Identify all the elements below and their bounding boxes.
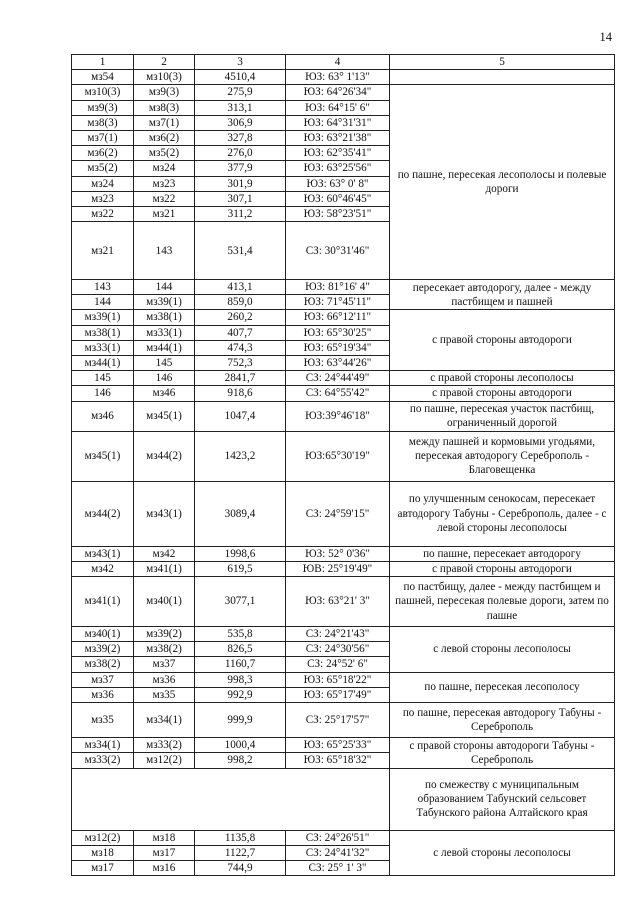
from-point-cell: мз36 <box>72 687 134 702</box>
to-point-cell: мз44(1) <box>134 340 195 355</box>
bearing-cell: ЮЗ: 65°17'49" <box>286 687 390 702</box>
to-point-cell: 144 <box>134 280 195 295</box>
from-point-cell: мз43(1) <box>72 546 134 561</box>
length-cell: 4510,4 <box>195 70 286 85</box>
bearing-cell: ЮЗ: 65°30'25" <box>286 325 390 340</box>
bearing-cell: ЮЗ: 63° 0' 8" <box>286 176 390 191</box>
to-point-cell: мз38(2) <box>134 642 195 657</box>
length-cell: 859,0 <box>195 295 286 310</box>
to-point-cell: мз12(2) <box>134 753 195 768</box>
description-cell: по пашне, пересекая автодорогу Табуны - Сереброполь <box>390 703 615 738</box>
bearing-cell: ЮЗ: 81°16' 4" <box>286 280 390 295</box>
length-cell: 752,3 <box>195 356 286 371</box>
to-point-cell: мз7(1) <box>134 115 195 130</box>
header-cell-5: 5 <box>390 55 615 70</box>
table-row <box>72 401 615 431</box>
from-point-cell: мз24 <box>72 176 134 191</box>
table-row <box>72 70 615 85</box>
header-cell-2: 2 <box>134 55 195 70</box>
header-cell-3: 3 <box>195 55 286 70</box>
length-cell: 826,5 <box>195 642 286 657</box>
length-cell: 531,4 <box>195 222 286 280</box>
boundary-description-table <box>71 54 615 876</box>
to-point-cell: 143 <box>134 222 195 280</box>
length-cell: 377,9 <box>195 161 286 176</box>
bearing-cell: СЗ: 24°52' 6" <box>286 657 390 672</box>
bearing-cell: ЮЗ: 63°21'38" <box>286 131 390 146</box>
description-cell: между пашней и кормовыми угодьями, пересекая автодорогу Сереброполь - Благовещенка <box>390 431 615 481</box>
to-point-cell: мз9(3) <box>134 85 195 100</box>
length-cell: 1160,7 <box>195 657 286 672</box>
to-point-cell: мз39(2) <box>134 627 195 642</box>
bearing-cell: ЮЗ: 64°31'31" <box>286 115 390 130</box>
from-point-cell: мз38(2) <box>72 657 134 672</box>
length-cell: 474,3 <box>195 340 286 355</box>
description-cell: пересекает автодорогу, далее - между пастбищем и пашней <box>390 280 615 310</box>
length-cell: 311,2 <box>195 207 286 222</box>
length-cell: 1122,7 <box>195 845 286 860</box>
to-point-cell: мз21 <box>134 207 195 222</box>
to-point-cell: мз39(1) <box>134 295 195 310</box>
bearing-cell: ЮЗ: 60°46'45" <box>286 191 390 206</box>
description-cell: по пашне, пересекая лесополосы и полевые дороги <box>390 85 615 280</box>
from-point-cell: мз40(1) <box>72 627 134 642</box>
bearing-cell: ЮЗ: 64°26'34" <box>286 85 390 100</box>
description-cell: по смежеству с муниципальным образованием Табунский сельсовет Табунского района Алтайского края <box>390 768 615 830</box>
bearing-cell: ЮЗ: 63°44'26" <box>286 356 390 371</box>
to-point-cell: мз17 <box>134 845 195 860</box>
length-cell: 276,0 <box>195 146 286 161</box>
bearing-cell: ЮЗ: 52° 0'36" <box>286 546 390 561</box>
page-number: 14 <box>599 30 612 44</box>
bearing-cell: СЗ: 24°41'32" <box>286 845 390 860</box>
description-cell: по пашне, пересекая участок пастбищ, ограниченный дорогой <box>390 401 615 431</box>
from-point-cell: 144 <box>72 295 134 310</box>
bearing-cell: ЮЗ: 63°25'56" <box>286 161 390 176</box>
bearing-cell: ЮЗ: 65°18'22" <box>286 672 390 687</box>
length-cell: 275,9 <box>195 85 286 100</box>
from-point-cell: мз7(1) <box>72 131 134 146</box>
description-cell: по пастбищу, далее - между пастбищем и пашней, пересекая полевые дороги, затем по пашне <box>390 577 615 627</box>
bearing-cell: ЮЗ: 62°35'41" <box>286 146 390 161</box>
bearing-cell: ЮЗ: 65°19'34" <box>286 340 390 355</box>
to-point-cell: мз35 <box>134 687 195 702</box>
table-row <box>72 627 615 642</box>
length-cell: 992,9 <box>195 687 286 702</box>
to-point-cell: мз46 <box>134 386 195 401</box>
from-point-cell: мз39(2) <box>72 642 134 657</box>
from-point-cell: мз33(2) <box>72 753 134 768</box>
table-row <box>72 280 615 295</box>
from-point-cell: 143 <box>72 280 134 295</box>
length-cell: 3089,4 <box>195 481 286 546</box>
to-point-cell: мз42 <box>134 546 195 561</box>
table-row <box>72 85 615 100</box>
table-row <box>72 768 615 830</box>
length-cell: 535,8 <box>195 627 286 642</box>
from-point-cell: мз39(1) <box>72 310 134 325</box>
from-point-cell: мз9(3) <box>72 100 134 115</box>
description-cell: по пашне, пересекая лесополосу <box>390 672 615 702</box>
from-point-cell: мз54 <box>72 70 134 85</box>
length-cell: 998,2 <box>195 753 286 768</box>
bearing-cell: ЮЗ:39°46'18" <box>286 401 390 431</box>
bearing-cell: СЗ: 25° 1' 3" <box>286 860 390 875</box>
to-point-cell: мз5(2) <box>134 146 195 161</box>
bearing-cell: ЮЗ: 63°21' 3" <box>286 577 390 627</box>
from-point-cell: мз23 <box>72 191 134 206</box>
description-cell: с правой стороны лесополосы <box>390 371 615 386</box>
from-point-cell: мз8(3) <box>72 115 134 130</box>
from-point-cell: 145 <box>72 371 134 386</box>
table-row <box>72 672 615 687</box>
to-point-cell: мз38(1) <box>134 310 195 325</box>
from-point-cell: мз45(1) <box>72 431 134 481</box>
blank-cell <box>72 768 390 830</box>
description-cell: с правой стороны автодороги <box>390 561 615 576</box>
length-cell: 313,1 <box>195 100 286 115</box>
from-point-cell: мз34(1) <box>72 738 134 753</box>
to-point-cell: мз40(1) <box>134 577 195 627</box>
bearing-cell: СЗ: 25°17'57" <box>286 703 390 738</box>
description-cell: по пашне, пересекает автодорогу <box>390 546 615 561</box>
from-point-cell: мз41(1) <box>72 577 134 627</box>
to-point-cell: мз37 <box>134 657 195 672</box>
to-point-cell: мз43(1) <box>134 481 195 546</box>
from-point-cell: 146 <box>72 386 134 401</box>
to-point-cell: 146 <box>134 371 195 386</box>
bearing-cell: ЮЗ: 66°12'11" <box>286 310 390 325</box>
from-point-cell: мз35 <box>72 703 134 738</box>
from-point-cell: мз10(3) <box>72 85 134 100</box>
to-point-cell: мз33(1) <box>134 325 195 340</box>
description-cell: с левой стороны лесополосы <box>390 830 615 876</box>
bearing-cell: СЗ: 30°31'46" <box>286 222 390 280</box>
length-cell: 1998,6 <box>195 546 286 561</box>
bearing-cell: ЮЗ: 58°23'51" <box>286 207 390 222</box>
to-point-cell: мз6(2) <box>134 131 195 146</box>
to-point-cell: мз8(3) <box>134 100 195 115</box>
table-header-row <box>72 55 615 70</box>
length-cell: 2841,7 <box>195 371 286 386</box>
to-point-cell: мз24 <box>134 161 195 176</box>
from-point-cell: мз12(2) <box>72 830 134 845</box>
from-point-cell: мз37 <box>72 672 134 687</box>
table-row <box>72 703 615 738</box>
from-point-cell: мз33(1) <box>72 340 134 355</box>
length-cell: 306,9 <box>195 115 286 130</box>
length-cell: 407,7 <box>195 325 286 340</box>
table-row <box>72 561 615 576</box>
to-point-cell: мз41(1) <box>134 561 195 576</box>
to-point-cell: мз44(2) <box>134 431 195 481</box>
length-cell: 1047,4 <box>195 401 286 431</box>
bearing-cell: ЮЗ: 65°25'33" <box>286 738 390 753</box>
length-cell: 307,1 <box>195 191 286 206</box>
bearing-cell: СЗ: 64°55'42" <box>286 386 390 401</box>
bearing-cell: СЗ: 24°30'56" <box>286 642 390 657</box>
bearing-cell: СЗ: 24°21'43" <box>286 627 390 642</box>
bearing-cell: ЮЗ: 71°45'11" <box>286 295 390 310</box>
to-point-cell: мз23 <box>134 176 195 191</box>
table-row <box>72 738 615 753</box>
to-point-cell: мз18 <box>134 830 195 845</box>
table-row <box>72 546 615 561</box>
bearing-cell: ЮВ: 25°19'49" <box>286 561 390 576</box>
description-cell <box>390 70 615 85</box>
length-cell: 1135,8 <box>195 830 286 845</box>
table-row <box>72 577 615 627</box>
length-cell: 619,5 <box>195 561 286 576</box>
from-point-cell: мз44(2) <box>72 481 134 546</box>
description-cell: с правой стороны автодороги <box>390 310 615 371</box>
to-point-cell: мз34(1) <box>134 703 195 738</box>
table-row <box>72 830 615 845</box>
from-point-cell: мз17 <box>72 860 134 875</box>
length-cell: 327,8 <box>195 131 286 146</box>
to-point-cell: мз33(2) <box>134 738 195 753</box>
description-cell: с правой стороны автодороги <box>390 386 615 401</box>
description-cell: с правой стороны автодороги Табуны - Сереброполь <box>390 738 615 768</box>
from-point-cell: мз44(1) <box>72 356 134 371</box>
description-cell: с левой стороны лесополосы <box>390 627 615 673</box>
from-point-cell: мз21 <box>72 222 134 280</box>
description-cell: по улучшенным сенокосам, пересекает автодорогу Табуны - Сереброполь, далее - с левой стороны лесополосы <box>390 481 615 546</box>
bearing-cell: СЗ: 24°44'49" <box>286 371 390 386</box>
to-point-cell: мз10(3) <box>134 70 195 85</box>
length-cell: 301,9 <box>195 176 286 191</box>
table-row <box>72 386 615 401</box>
header-cell-4: 4 <box>286 55 390 70</box>
to-point-cell: 145 <box>134 356 195 371</box>
length-cell: 999,9 <box>195 703 286 738</box>
length-cell: 3077,1 <box>195 577 286 627</box>
length-cell: 1423,2 <box>195 431 286 481</box>
bearing-cell: СЗ: 24°59'15" <box>286 481 390 546</box>
bearing-cell: СЗ: 24°26'51" <box>286 830 390 845</box>
bearing-cell: ЮЗ: 64°15' 6" <box>286 100 390 115</box>
from-point-cell: мз42 <box>72 561 134 576</box>
from-point-cell: мз38(1) <box>72 325 134 340</box>
length-cell: 260,2 <box>195 310 286 325</box>
from-point-cell: мз22 <box>72 207 134 222</box>
bearing-cell: ЮЗ: 65°18'32" <box>286 753 390 768</box>
to-point-cell: мз45(1) <box>134 401 195 431</box>
length-cell: 918,6 <box>195 386 286 401</box>
from-point-cell: мз18 <box>72 845 134 860</box>
bearing-cell: ЮЗ:65°30'19" <box>286 431 390 481</box>
table-body <box>72 70 615 876</box>
table-row <box>72 481 615 546</box>
length-cell: 998,3 <box>195 672 286 687</box>
length-cell: 1000,4 <box>195 738 286 753</box>
length-cell: 744,9 <box>195 860 286 875</box>
header-cell-1: 1 <box>72 55 134 70</box>
to-point-cell: мз16 <box>134 860 195 875</box>
table-row <box>72 431 615 481</box>
from-point-cell: мз46 <box>72 401 134 431</box>
length-cell: 413,1 <box>195 280 286 295</box>
to-point-cell: мз22 <box>134 191 195 206</box>
bearing-cell: ЮЗ: 63° 1'13" <box>286 70 390 85</box>
to-point-cell: мз36 <box>134 672 195 687</box>
from-point-cell: мз5(2) <box>72 161 134 176</box>
from-point-cell: мз6(2) <box>72 146 134 161</box>
table-row <box>72 310 615 325</box>
table-row <box>72 371 615 386</box>
